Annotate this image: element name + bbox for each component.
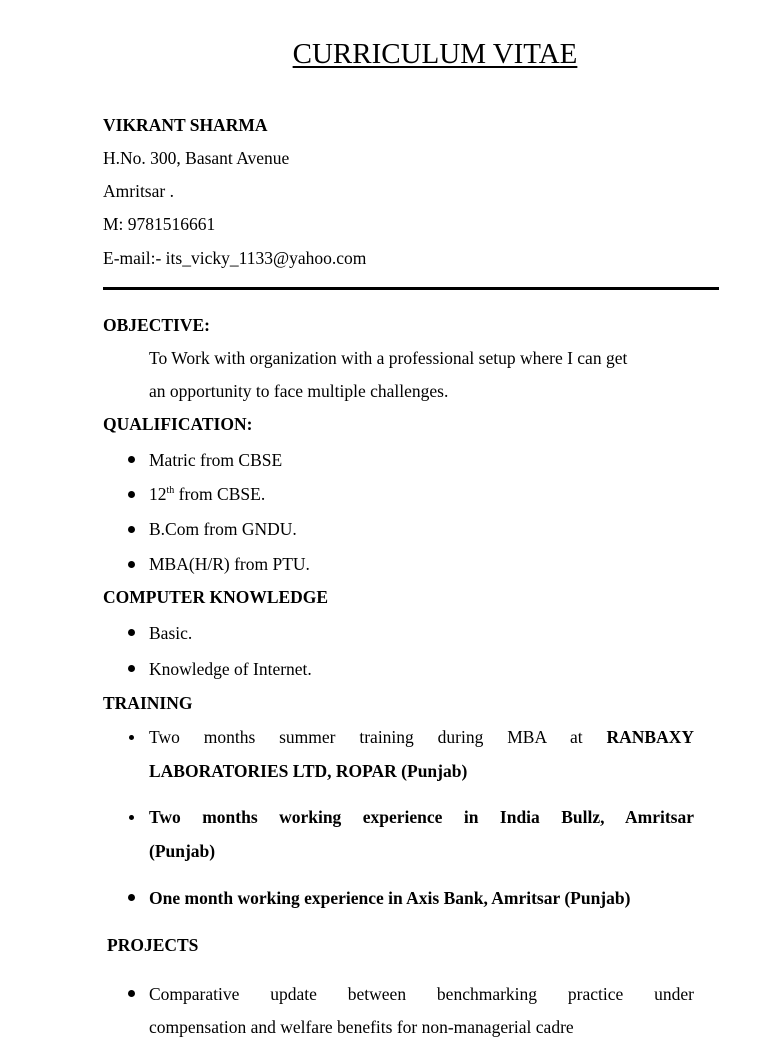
projects-heading: PROJECTS xyxy=(107,935,199,955)
candidate-name: VIKRANT SHARMA xyxy=(103,115,268,135)
project-item-1-line-1: Comparative update between benchmarking practice under xyxy=(149,984,694,1004)
project-item-1-line-2: compensation and welfare benefits for non-managerial cadre xyxy=(149,1017,574,1037)
qualification-heading: QUALIFICATION: xyxy=(103,414,253,434)
training-item-3: One month working experience in Axis Bank, Amritsar (Punjab) xyxy=(149,888,631,908)
qualification-item: MBA(H/R) from PTU. xyxy=(149,554,310,574)
email-address: E-mail:- its_vicky_1133@yahoo.com xyxy=(103,248,367,268)
qualification-item: Matric from CBSE xyxy=(149,450,283,470)
bullet-icon xyxy=(128,491,135,498)
training-item-1-line-1 xyxy=(149,726,694,748)
bullet-icon xyxy=(129,815,134,820)
training-item-1-text: Two months summer training during MBA at xyxy=(149,727,583,747)
computer-item: Basic. xyxy=(149,623,193,643)
training-item-2-line-1: Two months working experience in India Bullz, Amritsar xyxy=(149,807,694,827)
bullet-icon xyxy=(128,526,135,533)
computer-item: Knowledge of Internet. xyxy=(149,659,312,679)
objective-line-1: To Work with organization with a professional setup where I can get xyxy=(149,348,628,368)
bullet-icon xyxy=(129,735,134,740)
bullet-icon xyxy=(128,456,135,463)
training-item-1-line-2: LABORATORIES LTD, ROPAR (Punjab) xyxy=(149,761,468,781)
computer-knowledge-heading: COMPUTER KNOWLEDGE xyxy=(103,587,329,607)
qualification-item: B.Com from GNDU. xyxy=(149,519,297,539)
address-line-2: Amritsar . xyxy=(103,181,174,201)
objective-line-2: an opportunity to face multiple challenges. xyxy=(149,381,449,401)
bullet-icon xyxy=(128,629,135,636)
horizontal-divider xyxy=(103,287,719,290)
mobile-number: M: 9781516661 xyxy=(103,214,216,234)
training-item-1-company: RANBAXY xyxy=(606,727,694,747)
bullet-icon xyxy=(128,665,135,672)
address-line-1: H.No. 300, Basant Avenue xyxy=(103,148,290,168)
training-heading: TRAINING xyxy=(103,693,193,713)
bullet-icon xyxy=(128,894,135,901)
qualification-item-superscript: th xyxy=(166,485,175,497)
bullet-icon xyxy=(128,990,135,997)
bullet-icon xyxy=(128,561,135,568)
qualification-item-number: 12 xyxy=(149,484,167,504)
page-title: CURRICULUM VITAE xyxy=(292,38,578,70)
qualification-item-rest: from CBSE. xyxy=(174,484,266,504)
training-item-2-line-2: (Punjab) xyxy=(149,841,216,861)
objective-heading: OBJECTIVE: xyxy=(103,315,210,335)
qualification-item xyxy=(149,483,265,505)
